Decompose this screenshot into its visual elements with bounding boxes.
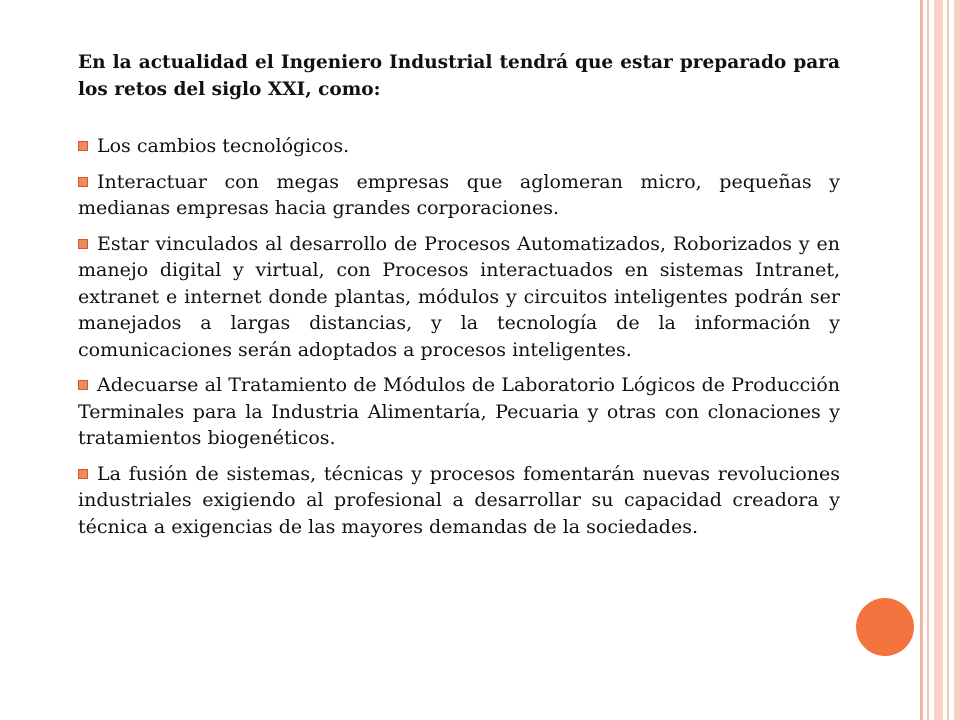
slide-content [78,50,840,549]
intro-paragraph: En la actualidad el Ingeniero Industrial tendrá que estar preparado para los retos del siglo XXI, como: [78,52,840,100]
stripe [954,0,960,720]
square-bullet-icon [78,239,88,249]
bullet-item [78,461,840,541]
stripe [934,0,943,720]
bullet-text: Adecuarse al Tratamiento de Módulos de Laboratorio Lógicos de Producción Terminales para la Industria Alimentaría, Pecuaria y otras con clonaciones y tratamientos biogenéticos. [78,374,840,449]
square-bullet-icon [78,469,88,479]
bullet-item [78,231,840,364]
bullet-item [78,372,840,452]
stripe [947,0,949,720]
stripe [920,0,923,720]
square-bullet-icon [78,380,88,390]
decorative-side-stripes [920,0,960,720]
bullet-text: Los cambios tecnológicos. [97,135,350,157]
decorative-orange-circle [856,598,914,656]
square-bullet-icon [78,141,88,151]
bullet-item [78,169,840,222]
bullet-item [78,133,840,160]
stripe [927,0,929,720]
bullet-text: La fusión de sistemas, técnicas y procesos fomentarán nuevas revoluciones industriales exigiendo al profesional a desarrollar su capacidad creadora y técnica a exigencias de las mayores demandas de la sociedades. [78,462,840,538]
square-bullet-icon [78,177,88,187]
bullet-text: Estar vinculados al desarrollo de Procesos Automatizados, Roborizados y en manejo digital y virtual, con Procesos interactuados en sistemas Intranet, extranet e internet donde plantas, módulos y circuitos inteligentes podrán ser manejados a largas distancias, y la tecnología de la información y comunicaciones serán adoptados a procesos inteligentes. [78,232,840,361]
bullet-text: Interactuar con megas empresas que aglomeran micro, pequeñas y medianas empresas hacia grandes corporaciones. [78,170,840,219]
